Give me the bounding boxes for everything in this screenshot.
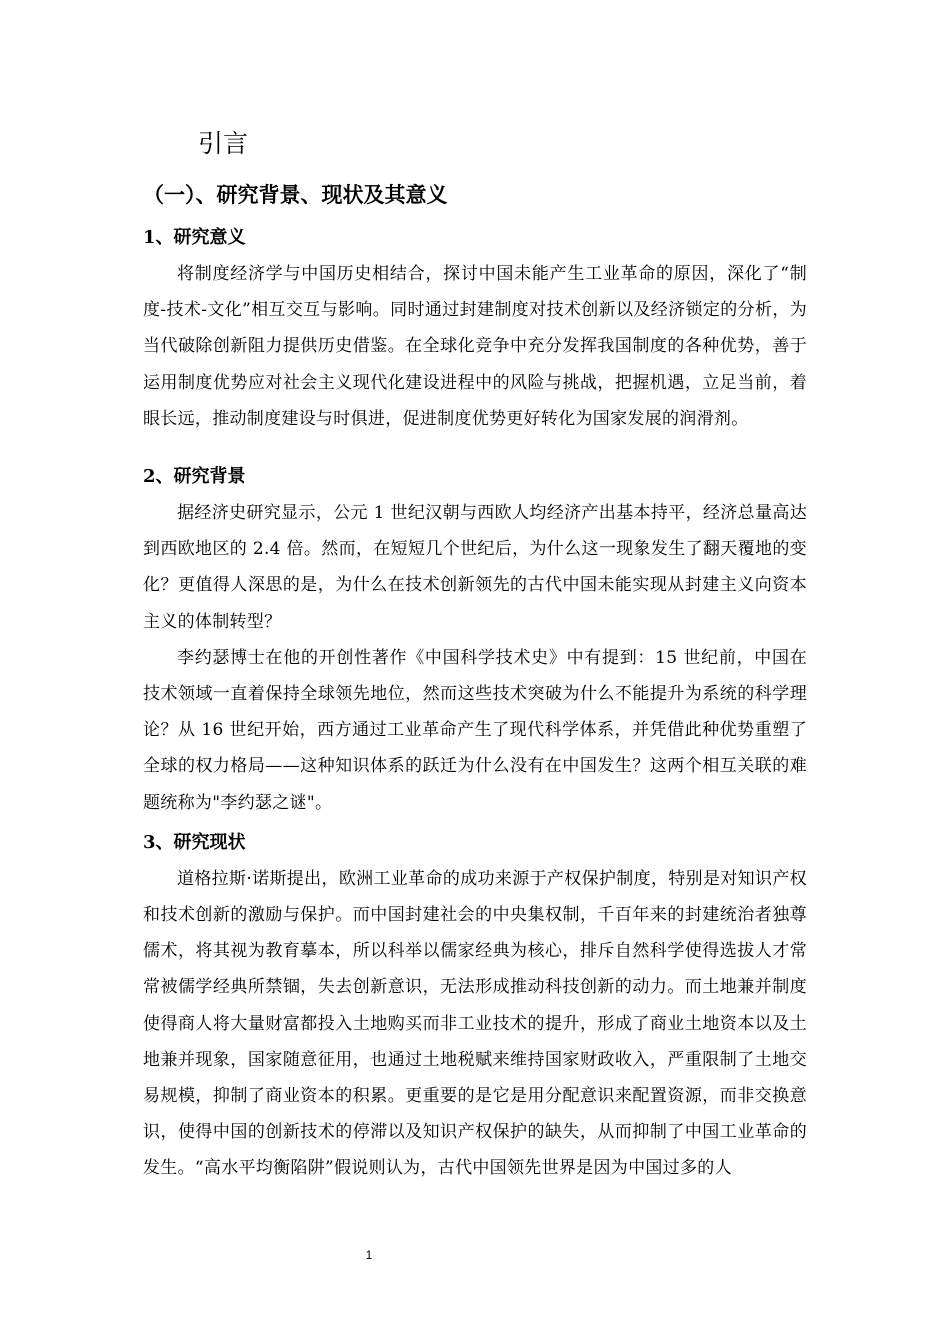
document-body bbox=[143, 122, 807, 1187]
paragraph-significance: 将制度经济学与中国历史相结合，探讨中国未能产生工业革命的原因，深化了“制度-技术-文化”相互交互与影响。同时通过封建制度对技术创新以及经济锁定的分析，为当代破除创新阻力提供历史借鉴。在全球化竞争中充分发挥我国制度的各种优势，善于运用制度优势应对社会主义现代化建设进程中的风险与挑战，把握机遇，立足当前，着眼长远，推动制度建设与时俱进，促进制度优势更好转化为国家发展的润滑剂。 bbox=[143, 264, 807, 429]
subsection-heading-background: 2、研究背景 bbox=[143, 466, 246, 488]
subsection-heading-status: 3、研究现状 bbox=[143, 831, 246, 853]
section-heading: （一）、研究背景、现状及其意义 bbox=[143, 182, 448, 207]
paragraph-status: 道格拉斯·诺斯提出，欧洲工业革命的成功来源于产权保护制度，特别是对知识产权和技术创新的激励与保护。而中国封建社会的中央集权制，千百年来的封建统治者独尊儒术，将其视为教育摹本，所以科举以儒家经典为核心，排斥自然科学使得选拔人才常常被儒学经典所禁锢，失去创新意识，无法形成推动科技创新的动力。而土地兼并制度使得商人将大量财富都投入土地购买而非工业技术的提升，形成了商业土地资本以及土地兼并现象，国家随意征用，也通过土地税赋来维持国家财政收入，严重限制了土地交易规模，抑制了商业资本的积累。更重要的是它是用分配意识来配置资源，而非交换意识，使得中国的创新技术的停滞以及知识产权保护的缺失，从而抑制了中国工业革命的发生。“高水平均衡陷阱”假说则认为，古代中国领先世界是因为中国过多的人 bbox=[143, 868, 807, 1179]
page-number bbox=[0, 1248, 950, 1262]
paragraph-background-1: 据经济史研究显示，公元 1 世纪汉朝与西欧人均经济产出基本持平，经济总量高达到西欧地区的 2.4 倍。然而，在短短几个世纪后，为什么这一现象发生了翻天覆地的变化？更值得人深思的是，为什么在技术创新领先的古代中国未能实现从封建主义向资本主义的体制转型？ bbox=[143, 503, 807, 632]
paragraph-background-2: 李约瑟博士在他的开创性著作《中国科学技术史》中有提到：15 世纪前，中国在技术领域一直着保持全球领先地位，然而这些技术突破为什么不能提升为系统的科学理论？从 16 世纪开始，西方通过工业革命产生了现代科学体系，并凭借此种优势重塑了全球的权力格局——这种知识体系的跃迁为什么没有在中国发生？这两个相互关联的难题统称为"李约瑟之谜"。 bbox=[143, 647, 807, 813]
page-title: 引言 bbox=[198, 129, 249, 158]
page-number-text: 1 bbox=[365, 1248, 373, 1262]
subsection-heading-significance: 1、研究意义 bbox=[143, 227, 246, 248]
